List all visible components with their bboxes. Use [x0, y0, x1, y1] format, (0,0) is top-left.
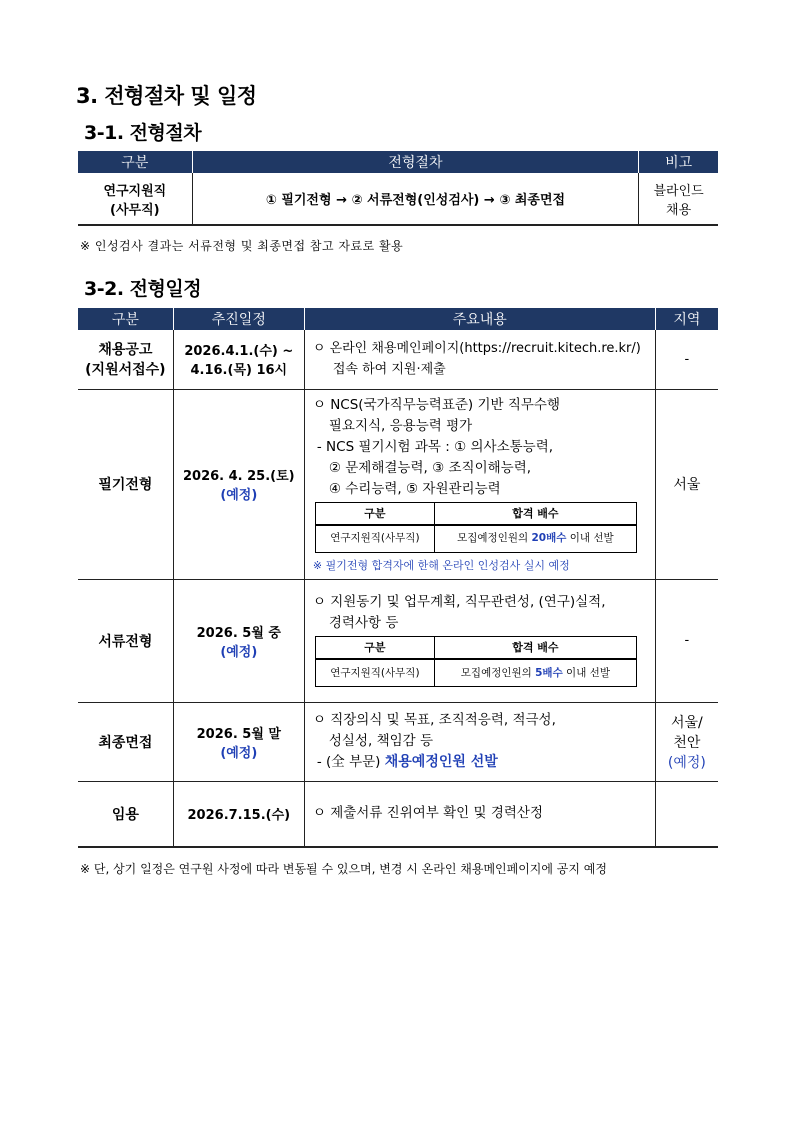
schedule-note: ※ 단, 상기 일정은 연구원 사정에 따라 변동될 수 있으며, 변경 시 온라인 채용메인페이지에 공지 예정	[80, 862, 607, 876]
schedule-header-content: 주요내용	[304, 308, 655, 330]
process-steps-cell: ① 필기전형 → ② 서류전형(인성검사) → ③ 최종면접	[192, 173, 639, 225]
schedule-row-appointment: 임용 2026.7.15.(수) ㅇ 제출서류 진위여부 확인 및 경력산정	[78, 781, 718, 847]
schedule-row-announcement: 채용공고 (지원서접수) 2026.4.1.(수) ~ 4.16.(목) 16시 ㅇ 온라인 채용메인페이지(https://recruit.kitech.re.kr/) 접속 하여 지원·제출 -	[78, 330, 718, 389]
subsection-title-schedule: 3-2. 전형일정	[84, 278, 202, 300]
written-sub-note: ※ 필기전형 합격자에 한해 온라인 인성검사 실시 예정	[312, 558, 570, 572]
document-pass-table: 구분 합격 배수 연구지원직(사무직) 모집예정인원의 5배수 이내 선발	[315, 636, 637, 687]
process-category-cell: 연구지원직 (사무직)	[78, 173, 192, 225]
process-remark-cell: 블라인드 채용	[639, 173, 718, 225]
subsection-title-process: 3-1. 전형절차	[84, 122, 202, 144]
schedule-header-date: 추진일정	[173, 308, 304, 330]
process-table	[78, 151, 718, 226]
section-title: 3. 전형절차 및 일정	[76, 84, 257, 108]
schedule-header-category: 구분	[78, 308, 173, 330]
process-header-remark: 비고	[639, 151, 718, 173]
schedule-row-written-test: 필기전형 2026. 4. 25.(토) (예정) ㅇ NCS(국가직무능력표준) 기반 직무수행 필요지식, 응용능력 평가 - NCS 필기시험 과목 : ① 의사소통능력, ② 문제해결능력, ③ 조직이해능력, ④ 수리능력, ⑤ 자원관리능력 구분 합격 배수 연구지원직(사무직) 모집예정인원의 20배수 이내 선발 ※ 필기전형 합격자에 한해 온라인 인성검사 실시 예정 서울	[78, 389, 718, 579]
process-header-steps: 전형절차	[192, 151, 639, 173]
schedule-table	[78, 308, 718, 848]
schedule-header-region: 지역	[655, 308, 718, 330]
process-header-category: 구분	[78, 151, 192, 173]
schedule-row-document-screening: 서류전형 2026. 5월 중 (예정) ㅇ 지원동기 및 업무계획, 직무관련성, (연구)실적, 경력사항 등 구분 합격 배수 연구지원직(사무직) 모집예정인원의 5배수 이내 선발 -	[78, 579, 718, 702]
written-pass-table: 구분 합격 배수 연구지원직(사무직) 모집예정인원의 20배수 이내 선발	[315, 502, 637, 553]
schedule-row-final-interview: 최종면접 2026. 5월 말 (예정) ㅇ 직장의식 및 목표, 조직적응력, 적극성, 성실성, 책임감 등 - (全 부문) 채용예정인원 선발 서울/ 천안 (예정)	[78, 702, 718, 781]
process-note: ※ 인성검사 결과는 서류전형 및 최종면접 참고 자료로 활용	[80, 239, 404, 253]
